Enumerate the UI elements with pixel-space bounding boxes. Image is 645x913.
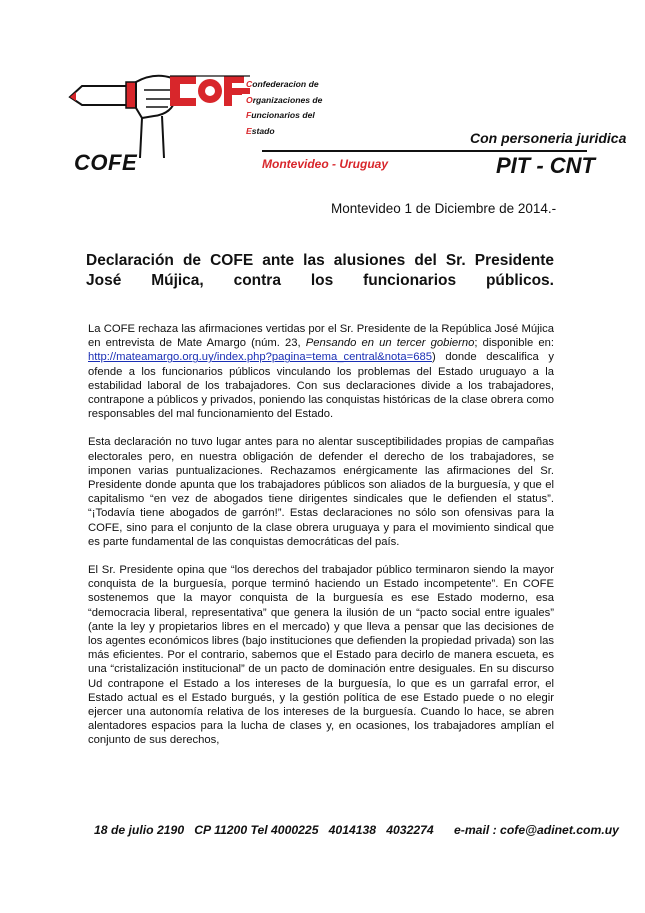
cofe-logo — [66, 72, 252, 162]
legal-status: Con personeria juridica — [470, 130, 627, 146]
document-body — [88, 322, 554, 762]
city-label: Montevideo - Uruguay — [262, 157, 389, 171]
paragraph-3: El Sr. Presidente opina que “los derechos del trabajador público terminaron siendo la mayor conquista de la burguesía, porque terminó haciendo un Estado incompetente”. En COFE sostenemos que la mayor conquista de la burguesía es ese Estado moderno, esa “democracia liberal, representativa” que genera la ilusión de un “pacto social entre iguales” (ante la ley y propietarios libres en el mercado) y que lleva a pensar que las decisiones de los agentes económicos libres (bajo instituciones que defienden la propiedad privada) son las más eficientes. Por el contrario, sabemos que el Estado para decirlo de manera escueta, es una “cristalización institucional” de un pacto de dominación entre desiguales. En su discurso Ud contrapone el Estado a los intereses de la burguesía, lo que es un garrafal error, el Estado actual es el Estado burgués, y la gestión política de ese Estado puede o no elegir ejercer una autonomía relativa de los intereses de la burguesía. Cuando lo hace, se abren alentadores espacios para la lucha de clases y, en ocasiones, los trabajadores amplían el conjunto de sus derechos, — [88, 564, 554, 747]
document-title: Declaración de COFE ante las alusiones del Sr. Presidente José Mújica, contra los funcionarios públicos. — [86, 252, 554, 289]
org-line-3: Funcionarios del — [246, 110, 315, 120]
document-date: Montevideo 1 de Diciembre de 2014.- — [331, 201, 557, 216]
paragraph-1: La COFE rechaza las afirmaciones vertidas por el Sr. Presidente de la República José Mújica en entrevista de Mate Amargo (núm. 23, Pensando en un tercer gobierno; disponible en: http://mateamargo.org.uy/index.php?pagina=tema_central&nota=685) donde descalifica y ofende a los funcionarios públicos vinculando los problemas del Estado uruguayo a la estabilidad laboral de los trabajadores. Con sus declaraciones divide a los trabajadores, contrapone a públicos y privados, poniendo las conquistas históricas de la clase obrera como responsables del mal funcionamiento del Estado. — [88, 323, 554, 421]
org-acronym: COFE — [74, 150, 138, 175]
organization-name — [246, 77, 322, 139]
affiliation-label: PIT - CNT — [496, 153, 595, 178]
letterhead-rule — [262, 150, 587, 152]
org-line-4: Estado — [246, 125, 275, 136]
org-line-2: Organizaciones de — [246, 94, 323, 105]
source-link[interactable]: http://mateamargo.org.uy/index.php?pagina=tema_central&nota=685 — [88, 351, 432, 364]
org-line-1: Confederacion de — [246, 79, 319, 89]
contact-footer: 18 de julio 2190 CP 11200 Tel 4000225 4014138 4032274 e-mail : cofe@adinet.com.uy — [94, 823, 619, 837]
paragraph-2: Esta declaración no tuvo lugar antes para no alentar susceptibilidades propias de campañas electorales pero, en nuestra obligación de defender el derecho de los trabajadores, se imponen varias puntualizaciones. Rechazamos enérgicamente las afirmaciones del Sr. Presidente donde apunta que los trabajadores públicos son aliados de la burguesía, y que el capitalismo “en vez de abogados tiene dirigentes sindicales que le defienden el status”. “¡Todavía tiene abogados de garrón!”. Estas declaraciones no sólo son ofensivas para la COFE, sino para el conjunto de la clase obrera uruguaya y para el movimiento sindical que es parte fundamental de las conquistas democráticas del país. — [88, 436, 554, 548]
